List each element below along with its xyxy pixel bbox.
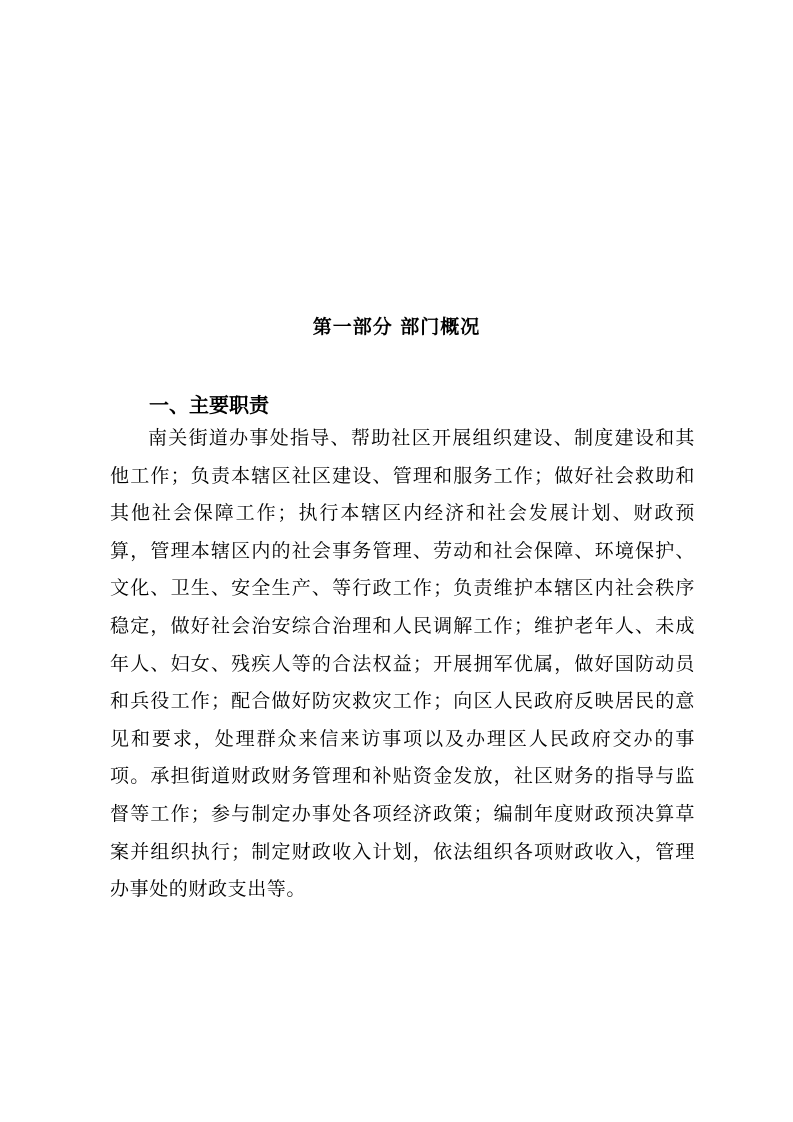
part-title: 第一部分 部门概况 (312, 316, 481, 338)
responsibilities-paragraph: 南关街道办事处指导、帮助社区开展组织建设、制度建设和其他工作；负责本辖区社区建设、管理和服务工作；做好社会救助和其他社会保障工作；执行本辖区内经济和社会发展计划、财政预算，管理本辖区内的社会事务管理、劳动和社会保障、环境保护、文化、卫生、安全生产、等行政工作；负责维护本辖区内社会秩序稳定，做好社会治安综合治理和人民调解工作；维护老年人、未成年人、妇女、残疾人等的合法权益；开展拥军优属，做好国防动员和兵役工作；配合做好防灾救灾工作；向区人民政府反映居民的意见和要求，处理群众来信来访事项以及办理区人民政府交办的事项。承担街道财政财务管理和补贴资金发放，社区财务的指导与监督等工作；参与制定办事处各项经济政策；编制年度财政预决算草案并组织执行；制定财政收入计划，依法组织各项财政收入，管理办事处的财政支出等。 (110, 427, 695, 901)
section-heading: 一、主要职责 (149, 393, 269, 417)
